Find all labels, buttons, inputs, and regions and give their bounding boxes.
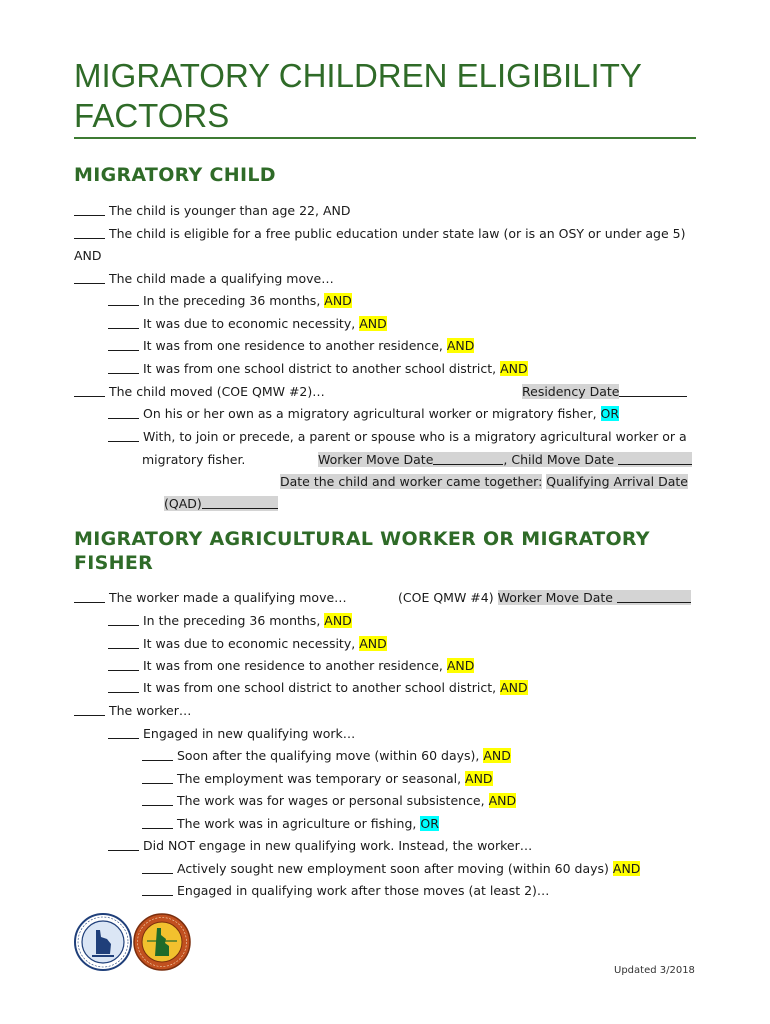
item-text: The child made a qualifying move… [109, 271, 334, 286]
item-text: The employment was temporary or seasonal, [177, 771, 462, 786]
checkbox-blank[interactable] [142, 794, 173, 806]
checkbox-blank[interactable] [108, 727, 139, 739]
worker-move-date-field[interactable] [398, 590, 691, 606]
checklist-item-age [74, 203, 350, 219]
title-line-1: MIGRATORY CHILDREN ELIGIBILITY [74, 57, 642, 94]
section-heading-migratory-child: MIGRATORY CHILD [74, 164, 276, 186]
item-text: In the preceding 36 months, [143, 293, 321, 308]
field-blank[interactable] [433, 453, 503, 465]
section-heading-worker [74, 527, 650, 575]
item-text: Engaged in new qualifying work… [143, 726, 356, 741]
or-highlight: OR [420, 816, 439, 831]
item-text: It was from one residence to another residence, [143, 658, 443, 673]
checkbox-blank[interactable] [108, 839, 139, 851]
worker-subsub-wages [142, 793, 516, 809]
field-blank[interactable] [617, 591, 691, 603]
coe-label: (COE QMW #4) [398, 590, 494, 605]
checkbox-blank[interactable] [108, 614, 139, 626]
qad-field-box[interactable] [164, 496, 278, 511]
residency-date-field[interactable] [522, 384, 687, 400]
worker-subsub-soon-after [142, 748, 511, 764]
checkbox-blank[interactable] [108, 317, 139, 329]
title-underline [74, 137, 696, 139]
field-label: Date the child and worker came together: [280, 474, 543, 489]
and-highlight: AND [359, 316, 387, 331]
section-heading-line-2: FISHER [74, 552, 154, 574]
field-label: Worker Move Date [497, 590, 613, 605]
checkbox-blank[interactable] [108, 681, 139, 693]
checklist-item-education-and: AND [74, 248, 102, 263]
checkbox-blank[interactable] [142, 749, 173, 761]
item-text: The worker made a qualifying move… [109, 590, 347, 605]
and-highlight: AND [446, 658, 475, 673]
checkbox-blank[interactable] [142, 817, 173, 829]
worker-subitem-residence [108, 658, 474, 674]
item-text: The child is eligible for a free public education under state law (or is an OSY or under age 5) [109, 226, 686, 241]
checkbox-blank[interactable] [74, 204, 105, 216]
worker-subitem-new-work [108, 726, 355, 742]
worker-child-move-date-fields[interactable] [318, 452, 692, 468]
checkbox-blank[interactable] [142, 772, 173, 784]
and-highlight: AND [359, 636, 387, 651]
item-text: It was due to economic necessity, [143, 636, 356, 651]
subitem-own-worker [108, 406, 619, 422]
item-text: Soon after the qualifying move (within 60 days), [177, 748, 480, 763]
section-heading-line-1: MIGRATORY AGRICULTURAL WORKER OR MIGRATORY [74, 528, 650, 550]
and-highlight: AND [488, 793, 517, 808]
field-blank[interactable] [619, 385, 687, 397]
item-text: Did NOT engage in new qualifying work. Instead, the worker… [143, 838, 533, 853]
worker-item-qualifying-move [74, 590, 347, 606]
subitem-join-parent [108, 429, 687, 445]
worker-subitem-36-months [108, 613, 352, 629]
item-text: The work was in agriculture or fishing, [177, 816, 417, 831]
field-label: (QAD) [164, 496, 202, 511]
date-together-field[interactable] [280, 474, 688, 490]
field-label: Worker Move Date [318, 452, 434, 467]
checkbox-blank[interactable] [108, 430, 139, 442]
item-text: In the preceding 36 months, [143, 613, 321, 628]
worker-subsub-temporary [142, 771, 493, 787]
subitem-join-parent-cont: migratory fisher. [142, 452, 246, 467]
or-highlight: OR [600, 406, 620, 421]
checkbox-blank[interactable] [74, 272, 105, 284]
worker-subitem-economic [108, 636, 387, 652]
field-label: , Child Move Date [503, 452, 615, 467]
item-text: It was from one school district to another school district, [143, 361, 497, 376]
item-text: The work was for wages or personal subsistence, [177, 793, 485, 808]
checklist-item-education [74, 226, 685, 242]
and-highlight: AND [324, 293, 352, 308]
item-text: The child is younger than age 22, AND [109, 203, 351, 218]
qad-field[interactable] [164, 496, 278, 512]
checkbox-blank[interactable] [108, 637, 139, 649]
item-text: It was from one school district to another school district, [143, 680, 497, 695]
worker-item-the-worker [74, 703, 191, 719]
and-highlight: AND [465, 771, 493, 786]
and-highlight: AND [500, 361, 528, 376]
checkbox-blank[interactable] [74, 591, 105, 603]
checkbox-blank[interactable] [108, 362, 139, 374]
and-highlight: AND [483, 748, 511, 763]
checkbox-blank[interactable] [142, 862, 173, 874]
checkbox-blank[interactable] [108, 339, 139, 351]
worker-subsub-engaged-moves [142, 883, 549, 899]
subitem-school-district [108, 361, 528, 377]
checkbox-blank[interactable] [74, 227, 105, 239]
subitem-36-months [108, 293, 352, 309]
and-highlight: AND [446, 338, 475, 353]
page-title [74, 56, 696, 136]
worker-subitem-school-district [108, 680, 528, 696]
item-text: The worker… [109, 703, 192, 718]
item-text: Engaged in qualifying work after those moves (at least 2)… [177, 883, 550, 898]
checkbox-blank[interactable] [142, 884, 173, 896]
worker-move-date-box[interactable] [498, 590, 691, 605]
checkbox-blank[interactable] [108, 407, 139, 419]
checklist-item-qualifying-move [74, 271, 334, 287]
state-board-of-education-seal-icon [133, 913, 191, 971]
subitem-residence [108, 338, 474, 354]
checkbox-blank[interactable] [74, 385, 105, 397]
and-highlight: AND [500, 680, 528, 695]
checkbox-blank[interactable] [108, 294, 139, 306]
worker-move-date-field[interactable] [318, 452, 692, 467]
state-department-of-education-seal-icon [74, 913, 132, 971]
updated-date: Updated 3/2018 [614, 965, 695, 976]
title-line-2: FACTORS [74, 97, 230, 134]
checkbox-blank[interactable] [108, 659, 139, 671]
item-text: It was due to economic necessity, [143, 316, 356, 331]
item-text: The child moved (COE QMW #2)… [109, 384, 325, 399]
field-label: Residency Date [522, 384, 620, 399]
subitem-economic-necessity [108, 316, 387, 332]
worker-subsub-sought-employment [142, 861, 640, 877]
checkbox-blank[interactable] [74, 704, 105, 716]
item-text: Actively sought new employment soon after moving (within 60 days) [177, 861, 609, 876]
qualifying-arrival-label: Qualifying Arrival Date [546, 474, 688, 489]
field-blank[interactable] [618, 453, 692, 465]
worker-subsub-agriculture [142, 816, 439, 832]
item-text: With, to join or precede, a parent or spouse who is a migratory agricultural worker or a [143, 429, 687, 444]
item-text: On his or her own as a migratory agricultural worker or migratory fisher, [143, 406, 597, 421]
field-blank[interactable] [202, 497, 278, 509]
item-text: It was from one residence to another residence, [143, 338, 443, 353]
checklist-item-child-moved [74, 384, 325, 400]
and-highlight: AND [612, 861, 641, 876]
and-highlight: AND [324, 613, 352, 628]
worker-subitem-not-engaged [108, 838, 532, 854]
